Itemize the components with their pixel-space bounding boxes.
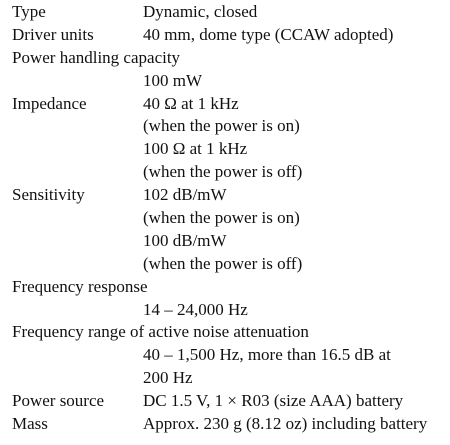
spec-value: 40 – 1,500 Hz, more than 16.5 dB at (143, 345, 391, 365)
spec-value: 102 dB/mW (143, 185, 227, 205)
spec-value: 100 mW (143, 70, 203, 90)
spec-value: (when the power is off) (143, 253, 303, 273)
spec-label: Impedance (12, 93, 87, 113)
spec-sensitivity-line (12, 207, 448, 230)
spec-label: Mass (12, 414, 48, 434)
spec-power-handling-label (12, 47, 448, 70)
spec-label: Sensitivity (12, 185, 85, 205)
spec-frequency-response-label (12, 276, 448, 299)
spec-value: (when the power is off) (143, 162, 303, 182)
spec-value: 100 Ω at 1 kHz (143, 139, 248, 159)
spec-impedance-line (12, 161, 448, 184)
spec-sensitivity (12, 184, 448, 207)
spec-noise-attenuation-line (12, 367, 448, 390)
spec-label: Type (12, 2, 46, 21)
spec-type (12, 1, 448, 24)
spec-noise-attenuation-line (12, 344, 448, 367)
spec-value: Approx. 230 g (8.12 oz) including battery (143, 414, 428, 434)
spec-sensitivity-line (12, 230, 448, 253)
spec-value: 200 Hz (143, 368, 193, 388)
spec-noise-attenuation-label (12, 321, 448, 344)
spec-sensitivity-line (12, 253, 448, 276)
spec-mass (12, 413, 448, 436)
spec-power-handling-value (12, 70, 448, 93)
specifications-list (12, 1, 448, 436)
spec-value: 14 – 24,000 Hz (143, 299, 248, 319)
spec-label: Frequency response (12, 276, 148, 296)
spec-label: Power handling capacity (12, 47, 181, 67)
spec-impedance (12, 93, 448, 116)
spec-value: 40 Ω at 1 kHz (143, 93, 239, 113)
spec-impedance-line (12, 138, 448, 161)
spec-driver-units (12, 24, 448, 47)
spec-label: Power source (12, 391, 105, 411)
spec-label: Frequency range of active noise attenuation (12, 322, 309, 342)
spec-impedance-line (12, 115, 448, 138)
spec-label: Driver units (12, 24, 94, 44)
spec-value: (when the power is on) (143, 208, 300, 228)
spec-value: 100 dB/mW (143, 230, 227, 250)
spec-value: DC 1.5 V, 1 × R03 (size AAA) battery (143, 391, 404, 411)
spec-value: 40 mm, dome type (CCAW adopted) (143, 24, 394, 44)
spec-value: (when the power is on) (143, 116, 300, 136)
spec-value: Dynamic, closed (143, 2, 258, 21)
spec-power-source (12, 390, 448, 413)
spec-frequency-response-value (12, 299, 448, 322)
